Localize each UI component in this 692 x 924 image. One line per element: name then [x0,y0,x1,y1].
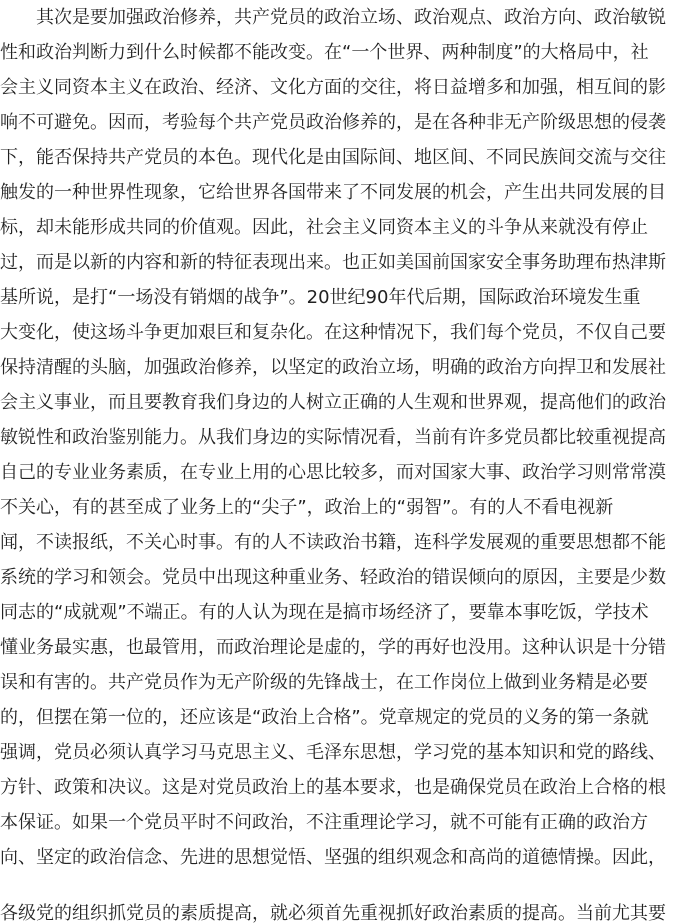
paragraph-line: 响不可避免。因而，考验每个共产党员政治修养的，是在各种非无产阶级思想的侵袭 [0,112,666,133]
paragraph-line: 不关心，有的甚至成了业务上的“尖子”，政治上的“弱智”。有的人不看电视新 [0,497,614,518]
paragraph-line: 自己的专业业务素质，在专业上用的心思比较多，而对国家大事、政治学习则常常漠 [0,462,666,483]
paragraph-line: 过，而是以新的内容和新的特征表现出来。也正如美国前国家安全事务助理布热津斯 [0,252,666,273]
paragraph-line: 闻，不读报纸，不关心时事。有的人不读政治书籍，连科学发展观的重要思想都不能 [0,532,666,553]
paragraph-line: 性和政治判断力到什么时候都不能改变。在“一个世界、两种制度”的大格局中，社 [0,42,649,63]
paragraph-line: 方针、政策和决议。这是对党员政治上的基本要求，也是确保党员在政治上合格的根 [0,777,666,798]
paragraph-line: 强调，党员必须认真学习马克思主义、毛泽东思想，学习党的基本知识和党的路线、 [0,742,666,763]
paragraph-line: 懂业务最实惠，也最管用，而政治理论是虚的，学的再好也没用。这种认识是十分错 [0,637,666,658]
paragraph-line: 触发的一种世界性现象，它给世界各国带来了不同发展的机会，产生出共同发展的目 [0,182,666,203]
paragraph-line: 误和有害的。共产党员作为无产阶级的先锋战士，在工作岗位上做到业务精是必要 [0,672,648,693]
paragraph-line: 会主义事业，而且要教育我们身边的人树立正确的人生观和世界观，提高他们的政治 [0,392,666,413]
paragraph-line: 敏锐性和政治鉴别能力。从我们身边的实际情况看，当前有许多党员都比较重视提高 [0,427,666,448]
paragraph-line: 系统的学习和领会。党员中出现这种重业务、轻政治的错误倾向的原因，主要是少数 [0,567,666,588]
paragraph-line: 本保证。如果一个党员平时不问政治，不注重理论学习，就不可能有正确的政治方 [0,812,648,833]
paragraph-line: 会主义同资本主义在政治、经济、文化方面的交往，将日益增多和加强，相互间的影 [0,77,666,98]
paragraph-line: 其次是要加强政治修养，共产党员的政治立场、政治观点、政治方向、政治敏锐 [0,7,666,28]
paragraph-line: 标，却未能形成共同的价值观。因此，社会主义同资本主义的斗争从来就没有停止 [0,217,648,238]
paragraph-line: 基所说，是打“一场没有销烟的战争”。20世纪90年代后期，国际政治环境发生重 [0,287,641,308]
paragraph-line: 下，能否保持共产党员的本色。现代化是由国际间、地区间、不同民族间交流与交往 [0,147,666,168]
paragraph-line: 同志的“成就观”不端正。有的人认为现在是搞市场经济了，要靠本事吃饭，学技术 [0,602,649,623]
paragraph-line: 各级党的组织抓党员的素质提高，就必须首先重视抓好政治素质的提高。当前尤其要 [0,903,666,924]
paragraph-line: 保持清醒的头脑，加强政治修养，以坚定的政治立场，明确的政治方向捍卫和发展社 [0,357,666,378]
paragraph-line: 向、坚定的政治信念、先进的思想觉悟、坚强的组织观念和高尚的道德情操。因此， [0,847,666,868]
paragraph-line: 大变化，使这场斗争更加艰巨和复杂化。在这种情况下，我们每个党员，不仅自己要 [0,322,666,343]
paragraph-line: 的，但摆在第一位的，还应该是“政治上合格”。党章规定的党员的义务的第一条就 [0,707,649,728]
